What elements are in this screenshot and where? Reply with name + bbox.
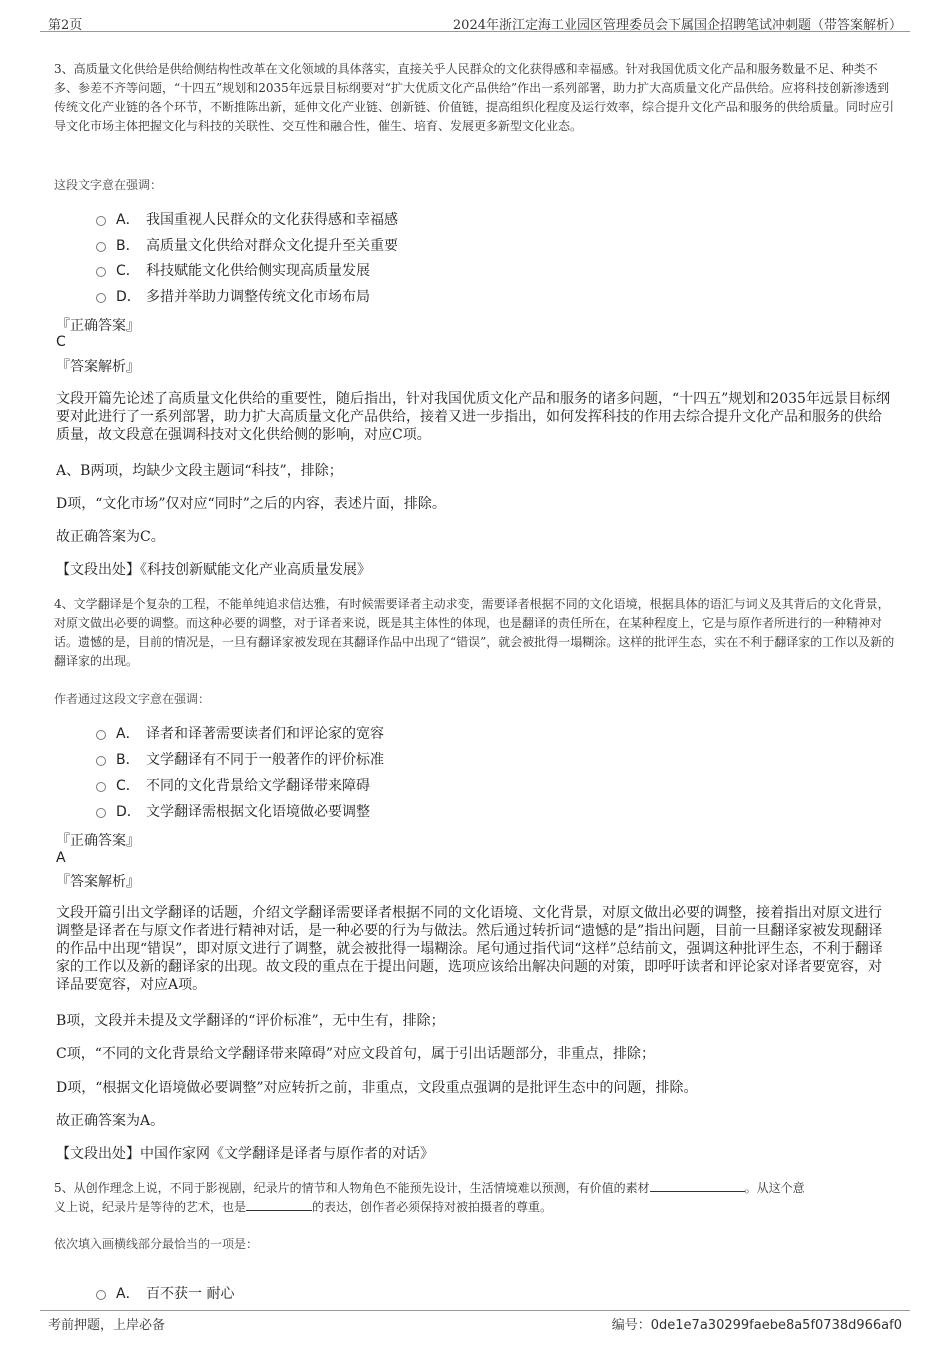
q4-analysis: 文段开篇引出文学翻译的话题，介绍文学翻译需要译者根据不同的文化语境、文化背景，对原文做出必要的调整，接着指出对原文进行调整是译者在与原文作者进行精神对话，是一种必要的行为与做法。然后通过转折词“遗憾的是”指出问题，目前一旦翻译家被发现翻译的作品中出现“错误”，即对原文进行了调整，就会被批得一塌糊涂。尾句通过指代词“这样”总结前文，强调这种批评生态，不利于翻译家的工作以及新的翻译家的出现。故文段的重点在于提出问题，选项应该给出解决问题的对策，即呼吁读者和评论家对译者要宽容，对译品要宽容，对应A项。: [56, 905, 883, 993]
q3-analysis-line: D项，“文化市场”仅对应“同时”之后的内容，表述片面，排除。: [56, 496, 446, 512]
option-text: 多措并举助力调整传统文化市场布局: [146, 289, 370, 305]
q3-option-d[interactable]: [96, 286, 370, 306]
option-text: 文学翻译有不同于一般著作的评价标准: [146, 752, 384, 768]
option-text: 译者和译著需要读者们和评论家的宽容: [146, 726, 384, 742]
q5-option-a[interactable]: [96, 1283, 234, 1303]
q4-analysis-line: C项，“不同的文化背景给文学翻译带来障碍”对应文段首句，属于引出话题部分，非重点，排除；: [56, 1046, 656, 1062]
fill-blank-1[interactable]: [650, 1180, 745, 1192]
radio-icon[interactable]: [96, 782, 106, 792]
option-letter: D．: [116, 289, 141, 305]
q4-answer-label: 『正确答案』: [56, 833, 140, 849]
option-letter: A．: [116, 1286, 140, 1302]
q4-analysis-label: 『答案解析』: [56, 874, 140, 890]
q4-analysis-line: B项，文段并未提及文学翻译的“评价标准”，无中生有，排除；: [56, 1013, 445, 1029]
option-text: 不同的文化背景给文学翻译带来障碍: [146, 778, 370, 794]
radio-icon[interactable]: [96, 730, 106, 740]
q4-option-b[interactable]: [96, 749, 384, 769]
question-5-text: 5、从创作理念上说，不同于影视剧，纪录片的情节和人物角色不能预先设计，生活情境难以预测，有价值的素材 。从这个意 义上说，纪录片是等待的艺术，也是 的表达，创作者必须保持对被拍摄者的尊重。: [54, 1181, 805, 1214]
q3-answer: C: [56, 334, 66, 350]
document-code: 编号：0de1e7a30299faebe8a5f0738d966af0: [611, 1318, 902, 1333]
option-letter: C．: [116, 263, 140, 279]
option-letter: A．: [116, 726, 140, 742]
option-letter: B．: [116, 238, 140, 254]
page-footer: [40, 1310, 910, 1334]
q3-analysis-label: 『答案解析』: [56, 359, 140, 375]
radio-icon[interactable]: [96, 293, 106, 303]
q4-option-c[interactable]: [96, 775, 370, 795]
question-3-text: 3、高质量文化供给是供给侧结构性改革在文化领域的具体落实，直接关乎人民群众的文化获得感和幸福感。针对我国优质文化产品和服务数量不足、种类不多、参差不齐等问题，“十四五”规划和2035年远景目标纲要对“扩大优质文化产品供给”作出一系列部署，助力扩大高质量文化产品供给。应将科技创新渗透到传统文化产业链的各个环节，不断推陈出新，延伸文化产业链、创新链、价值链，提高组织化程度及运行效率，综合提升文化产品和服务的供给质量。同时应引导文化市场主体把握文化与科技的关联性、交互性和融合性，催生、培育、发展更多新型文化业态。: [54, 62, 895, 133]
option-letter: D．: [116, 804, 141, 820]
option-letter: A．: [116, 212, 140, 228]
radio-icon[interactable]: [96, 242, 106, 252]
option-letter: B．: [116, 752, 140, 768]
q4-option-a[interactable]: [96, 723, 384, 743]
q3-analysis: 文段开篇先论述了高质量文化供给的重要性，随后指出，针对我国优质文化产品和服务的诸多问题，“十四五”规划和2035年远景目标纲要对此进行了一系列部署，助力扩大高质量文化产品供给，接着又进一步指出，如何发挥科技的作用去综合提升文化产品和服务的供给质量，故文段意在强调科技对文化供给侧的影响，对应C项。: [56, 391, 890, 443]
q3-option-c[interactable]: [96, 260, 370, 280]
q4-source: 【文段出处】中国作家网《文学翻译是译者与原作者的对话》: [56, 1146, 434, 1162]
question-5-prompt: 依次填入画横线部分最恰当的一项是：: [54, 1237, 259, 1251]
radio-icon[interactable]: [96, 267, 106, 277]
q4-option-d[interactable]: [96, 801, 370, 821]
question-3-prompt: 这段文字意在强调：: [54, 178, 163, 192]
document-title: 2024年浙江定海工业园区管理委员会下属国企招聘笔试冲刺题（带答案解析）: [452, 18, 902, 33]
question-4-prompt: 作者通过这段文字意在强调：: [54, 692, 211, 706]
option-letter: C．: [116, 778, 140, 794]
radio-icon[interactable]: [96, 756, 106, 766]
q4-answer: A: [56, 850, 66, 866]
option-text: 高质量文化供给对群众文化提升至关重要: [146, 238, 398, 254]
question-4-text: 4、文学翻译是个复杂的工程，不能单纯追求信达雅，有时候需要译者主动求变，需要译者根据不同的文化语境，根据具体的语汇与词义及其背后的文化背景，对原文做出必要的调整。而这种必要的调整，对于译者来说，既是其主体性的体现，也是翻译的责任所在，在某种程度上，它是与原作者所进行的一种精神对话。遗憾的是，目前的情况是，一旦有翻译家被发现在其翻译作品中出现了“错误”，就会被批得一塌糊涂。这样的批评生态，实在不利于翻译家的工作以及新的翻译家的出现。: [54, 597, 895, 668]
fill-blank-2[interactable]: [246, 1199, 312, 1211]
q3-analysis-line: A、B两项，均缺少文段主题词“科技”，排除；: [56, 463, 343, 479]
q3-source: 【文段出处】《科技创新赋能文化产业高质量发展》: [56, 562, 371, 578]
option-text: 百不获一 耐心: [146, 1286, 235, 1302]
q4-conclusion: 故正确答案为A。: [56, 1113, 165, 1129]
q3-option-b[interactable]: [96, 235, 398, 255]
option-text: 我国重视人民群众的文化获得感和幸福感: [146, 212, 398, 228]
q3-option-a[interactable]: [96, 209, 398, 229]
page-number: 第2页: [48, 18, 83, 33]
page-header: [40, 12, 910, 32]
radio-icon[interactable]: [96, 808, 106, 818]
q3-answer-label: 『正确答案』: [56, 318, 140, 334]
footer-slogan: 考前押题，上岸必备: [48, 1318, 166, 1333]
option-text: 科技赋能文化供给侧实现高质量发展: [146, 263, 370, 279]
q3-conclusion: 故正确答案为C。: [56, 529, 165, 545]
option-text: 文学翻译需根据文化语境做必要调整: [146, 804, 370, 820]
q4-analysis-line: D项，“根据文化语境做必要调整”对应转折之前，非重点，文段重点强调的是批评生态中的问题，排除。: [56, 1080, 698, 1096]
radio-icon[interactable]: [96, 216, 106, 226]
radio-icon[interactable]: [96, 1290, 106, 1300]
